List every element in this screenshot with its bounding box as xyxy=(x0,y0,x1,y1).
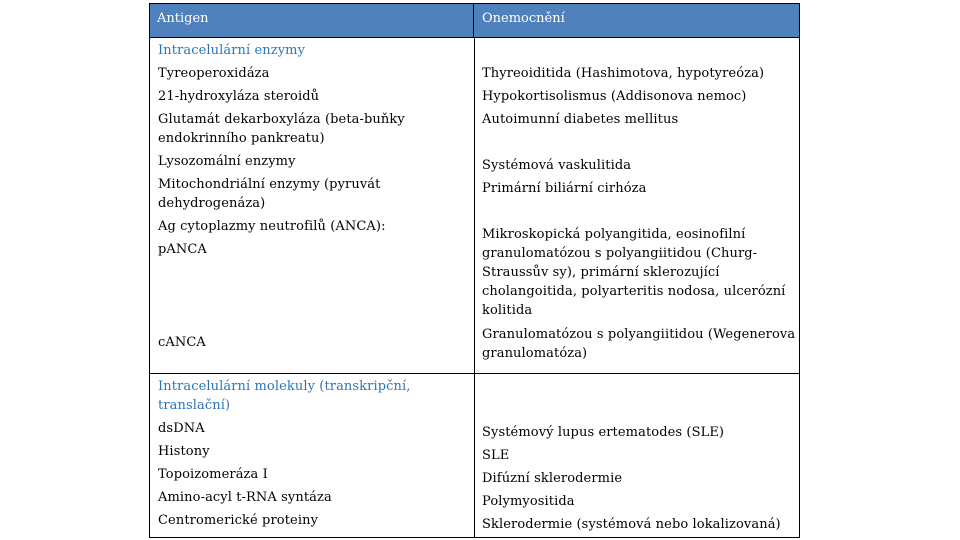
antigen-cell: Tyreoperoxidáza xyxy=(158,66,270,81)
header-antigen: Antigen xyxy=(150,4,474,37)
antigen-cell: dehydrogenáza) xyxy=(158,196,266,211)
table-header xyxy=(150,4,799,38)
antigen-cell: Lysozomální enzymy xyxy=(158,154,296,169)
disease-cell: Systémová vaskulitida xyxy=(482,158,632,173)
disease-cell: Difúzní sklerodermie xyxy=(482,471,623,486)
disease-cell: Polymyositida xyxy=(482,494,575,509)
disease-cell: Primární biliární cirhóza xyxy=(482,181,647,196)
disease-cell: Mikroskopická polyangitida, eosinofilní xyxy=(482,227,746,242)
disease-cell: cholangoitida, polyarteritis nodosa, ulcerózní xyxy=(482,284,786,299)
section-divider xyxy=(150,373,799,374)
disease-cell: Straussův sy), primární sklerozující xyxy=(482,265,720,280)
header-disease: Onemocnění xyxy=(482,11,565,26)
antigen-cell: pANCA xyxy=(158,242,207,257)
section-title-intracellular-molecules: Intracelulární molekuly (transkripční, xyxy=(158,379,411,394)
section-title-intracellular-molecules: translační) xyxy=(158,398,231,413)
section-title-intracellular-enzymes: Intracelulární enzymy xyxy=(158,43,306,58)
disease-cell: granulomatózou s polyangiitidou (Churg- xyxy=(482,246,758,261)
antigen-cell: Amino-acyl t-RNA syntáza xyxy=(158,490,332,505)
antigen-cell: Glutamát dekarboxyláza (beta-buňky xyxy=(158,112,405,127)
disease-cell: Sklerodermie (systémová nebo lokalizovaná) xyxy=(482,517,781,532)
antigen-cell: 21-hydroxyláza steroidů xyxy=(158,89,320,104)
antigen-cell: Mitochondriální enzymy (pyruvát xyxy=(158,177,381,192)
antigen-cell: cANCA xyxy=(158,335,206,350)
disease-cell: Systémový lupus ertematodes (SLE) xyxy=(482,425,725,440)
antigen-cell: dsDNA xyxy=(158,421,205,436)
disease-cell: Granulomatózou s polyangiitidou (Wegenerova xyxy=(482,327,796,342)
disease-cell: Hypokortisolismus (Addisonova nemoc) xyxy=(482,89,747,104)
antigen-cell: Histony xyxy=(158,444,210,459)
disease-cell: Autoimunní diabetes mellitus xyxy=(482,112,679,127)
antigen-cell: Ag cytoplazmy neutrofilů (ANCA): xyxy=(158,219,386,234)
antigen-cell: Centromerické proteiny xyxy=(158,513,319,528)
disease-cell: granulomatóza) xyxy=(482,346,588,361)
column-divider xyxy=(474,37,475,537)
disease-cell: kolitida xyxy=(482,303,533,318)
antigen-disease-table xyxy=(149,3,800,538)
disease-cell: SLE xyxy=(482,448,510,463)
antigen-cell: endokrinního pankreatu) xyxy=(158,131,325,146)
disease-cell: Thyreoiditida (Hashimotova, hypotyreóza) xyxy=(482,66,765,81)
antigen-cell: Topoizomeráza I xyxy=(158,467,268,482)
